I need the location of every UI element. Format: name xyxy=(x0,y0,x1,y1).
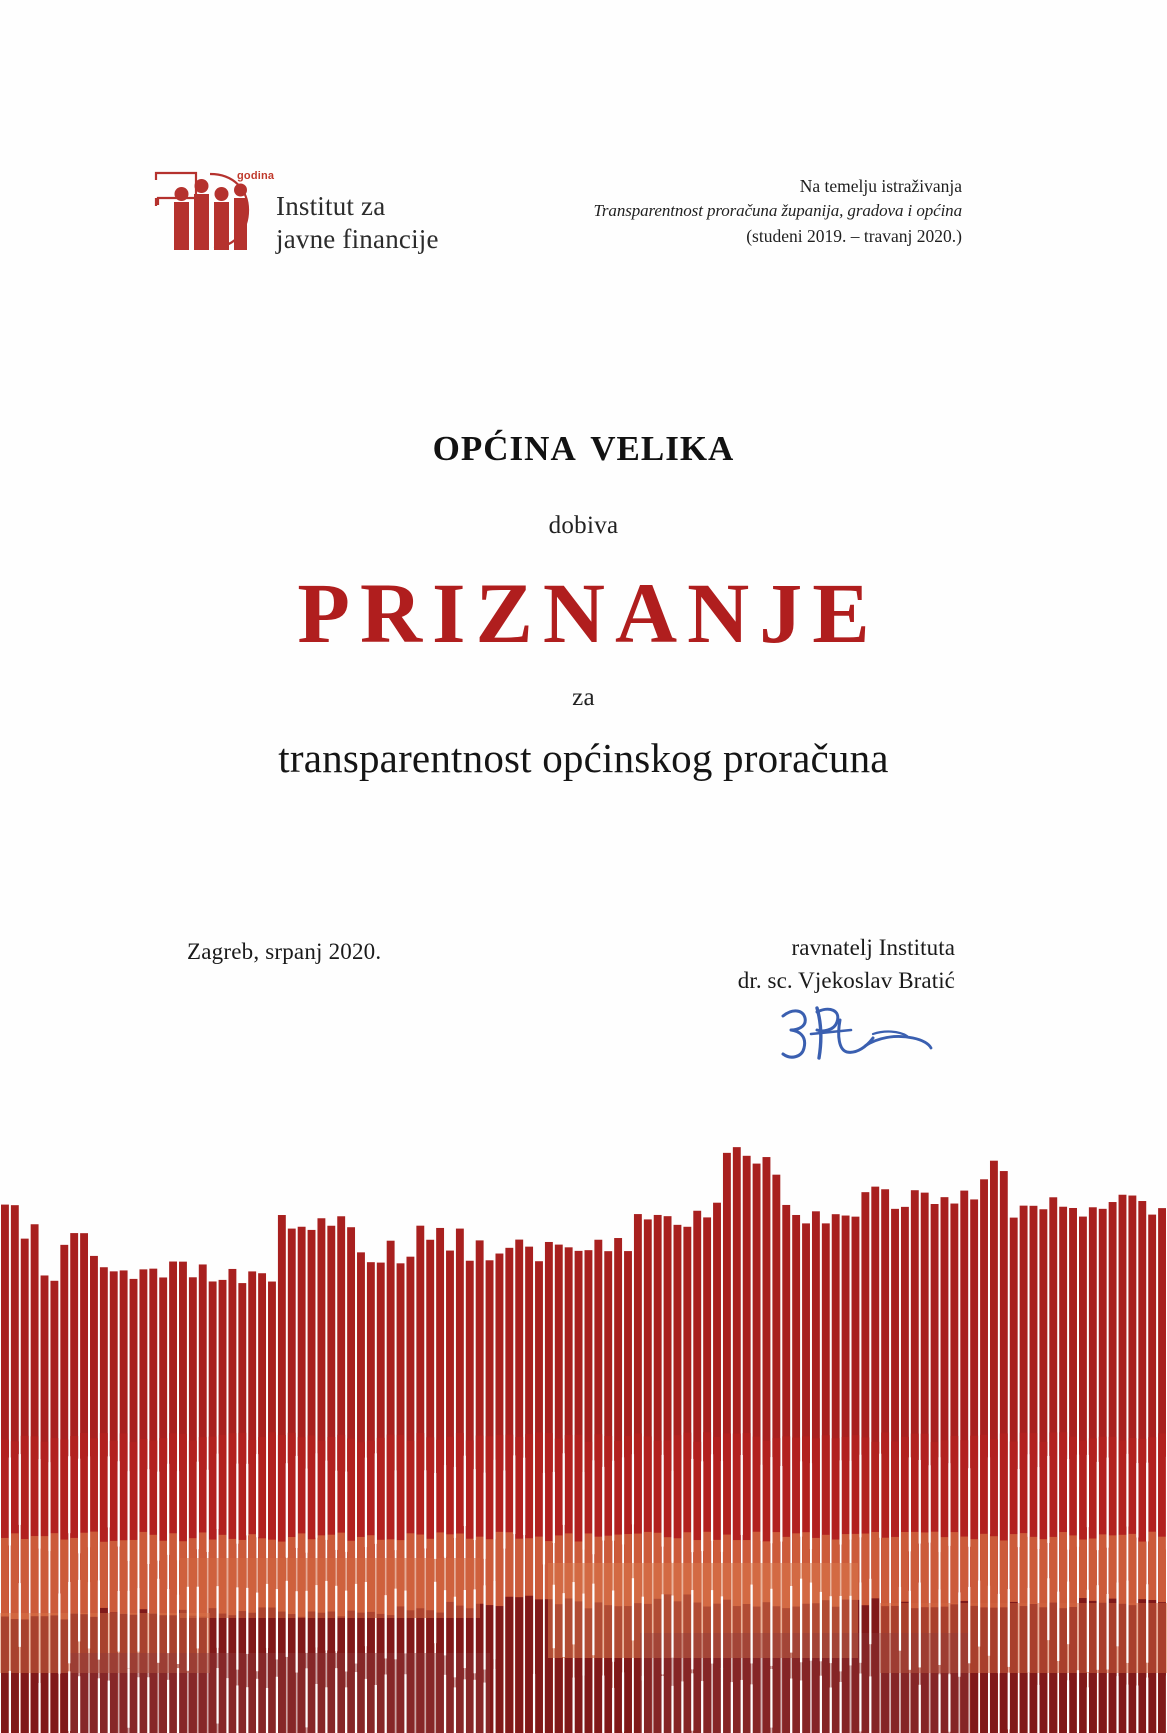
certificate-header xyxy=(0,168,1167,278)
bar-chart-decoration xyxy=(0,1133,1167,1733)
research-basis-note xyxy=(593,174,962,249)
recipient-name: općina velika xyxy=(432,415,735,471)
award-reason: transparentnost općinskog proračuna xyxy=(278,735,889,782)
signer-name: dr. sc. Vjekoslav Bratić xyxy=(737,967,955,993)
signer-role: ravnatelj Instituta xyxy=(791,935,955,960)
research-period: (studeni 2019. – travanj 2020.) xyxy=(746,226,962,247)
ijf-anniversary-logo-icon xyxy=(152,168,275,250)
place-and-date: Zagreb, srpanj 2020. xyxy=(187,939,382,964)
institute-name-line2: javne financije xyxy=(276,223,439,254)
institute-name xyxy=(276,168,439,256)
research-title: Transparentnost proračuna županija, gradova i općina xyxy=(593,201,962,221)
for-word: za xyxy=(572,684,595,712)
award-title: PRIZNANJE xyxy=(297,565,880,661)
signer-block xyxy=(738,932,955,997)
handwritten-signature-icon xyxy=(777,1000,937,1070)
certificate-body xyxy=(0,415,1167,783)
research-note-line1: Na temelju istraživanja xyxy=(799,176,962,196)
lead-word: dobiva xyxy=(548,512,619,539)
institute-name-line1: Institut za xyxy=(276,191,386,221)
signature-row xyxy=(0,932,1167,1072)
institute-logo-block xyxy=(152,168,439,256)
logo-anniversary-label: godina xyxy=(237,170,275,182)
